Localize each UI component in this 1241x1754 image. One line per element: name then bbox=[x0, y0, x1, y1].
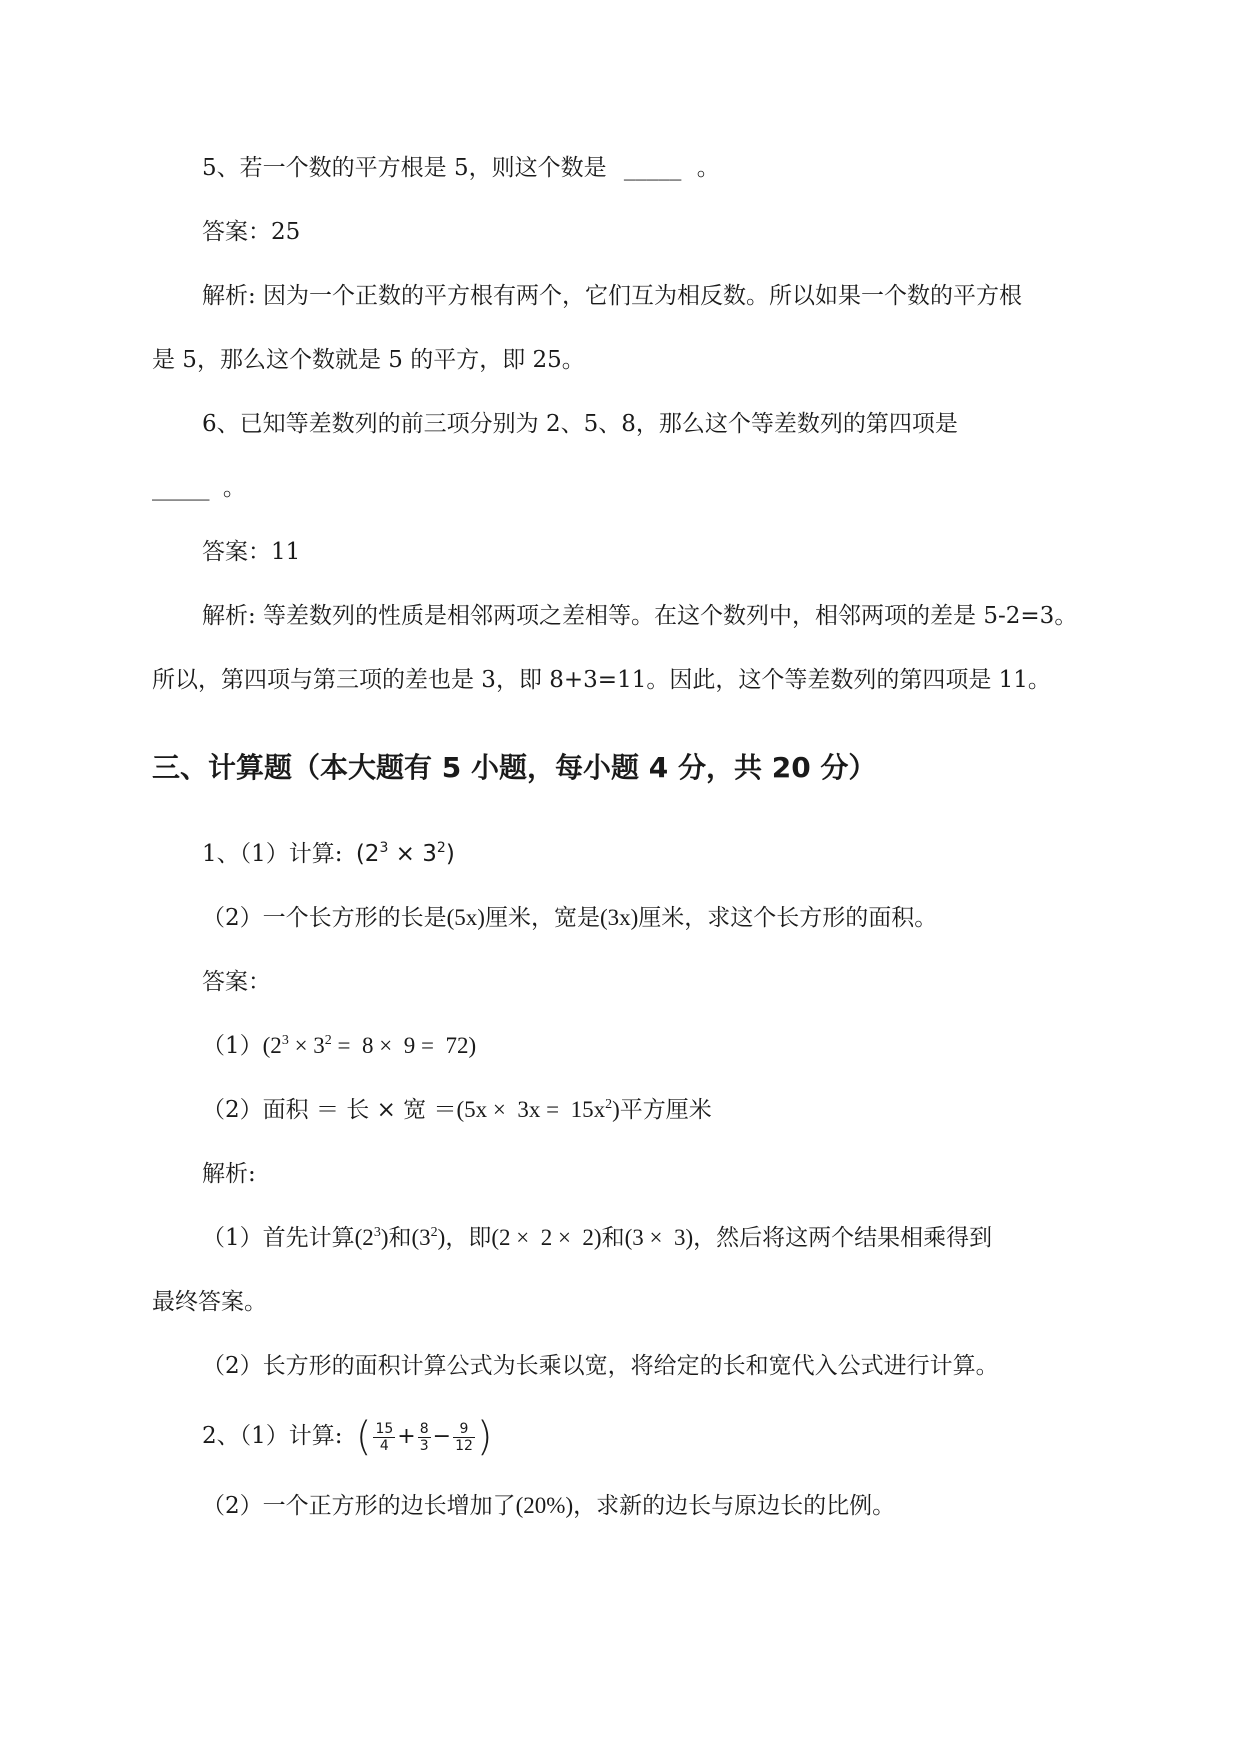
q6-answer: 答案：11 bbox=[202, 539, 301, 565]
q5-analysis-line2: 是 5，那么这个数就是 5 的平方，即 25。 bbox=[152, 347, 585, 373]
q6-question: 6、已知等差数列的前三项分别为 2、5、8，那么这个等差数列的第四项是 bbox=[202, 411, 958, 437]
answer-blank: _____ bbox=[623, 155, 682, 181]
c1-analysis-1: （1）首先计算$(2^3)$和$(3^2)$，即(2 × 2 × 2)和(3 × 3)，然后将这两个结果相乘得到 bbox=[202, 1225, 993, 1251]
q5-answer: 答案：25 bbox=[202, 219, 301, 245]
c1-question-2: （2）一个长方形的长是(5x)厘米，宽是(3x)厘米，求这个长方形的面积。 bbox=[202, 905, 938, 931]
formula: $(3^2)$ bbox=[411, 1225, 446, 1250]
c1-answer-1: $(1)(2^3 \times 3^2 = 8 \times 9 = 72)$ bbox=[202, 1033, 477, 1059]
paren-right: ) bbox=[476, 1414, 493, 1460]
c1-analysis-2: （2）长方形的面积计算公式为长乘以宽，将给定的长和宽代入公式进行计算。 bbox=[202, 1353, 999, 1379]
formula: $(5x \times 3x = 15x^2)$ bbox=[456, 1097, 620, 1122]
fraction: $\frac{8}{3}$ bbox=[419, 1420, 429, 1454]
c1-answer-2: （2）面积 ＝ 长 × 宽 $=(5x \times 3x = 15x^2)$平方厘米 bbox=[202, 1097, 712, 1123]
q5-question: 5、若一个数的平方根是 5，则这个数是 _____ 。 bbox=[202, 152, 720, 184]
formula: $(2^3 \times 3^2)$ bbox=[355, 840, 455, 867]
c1-analysis-1-cont: 最终答案。 bbox=[152, 1289, 267, 1315]
c1-question-1: 1、（1）计算: $(2^3 \times 3^2)$ bbox=[202, 840, 455, 867]
answer-blank: _____ bbox=[152, 475, 210, 501]
c1-analysis-label: 解析: bbox=[202, 1161, 256, 1187]
paren-left: ( bbox=[355, 1414, 372, 1460]
section-heading: 三、计算题（本大题有 5 小题，每小题 4 分，共 20 分） bbox=[152, 751, 877, 784]
q6-analysis-line2: 所以，第四项与第三项的差也是 3，即 8+3=11。因此，这个等差数列的第四项是 11。 bbox=[152, 667, 1051, 693]
formula: $(2^3)$ bbox=[354, 1225, 389, 1250]
fraction: $\frac{9}{12}$ bbox=[455, 1420, 473, 1454]
q6-blank-line: _____ 。 bbox=[152, 472, 246, 504]
c2-question-2: （2）一个正方形的边长增加了(20%)，求新的边长与原边长的比例。 bbox=[202, 1493, 896, 1519]
formula: $(2^3 \times 3^2 = 8 \times 9 = 72)$ bbox=[262, 1033, 477, 1058]
q6-analysis-line1: 解析: 等差数列的性质是相邻两项之差相等。在这个数列中，相邻两项的差是 5-2=3。 bbox=[202, 603, 1078, 629]
fraction-expression: ( $\frac{15}{4}$ + $\frac{8}{3}$ − $\frac{9}{12}$ ) bbox=[355, 1414, 493, 1460]
c2-question-1: 2、（1）计算: ( $\frac{15}{4}$ + $\frac{8}{3}$ − $\frac{9}{12}$ ) bbox=[202, 1414, 493, 1460]
q5-analysis-line1: 解析: 因为一个正数的平方根有两个，它们互为相反数。所以如果一个数的平方根 bbox=[202, 283, 1023, 309]
fraction: $\frac{15}{4}$ bbox=[375, 1420, 394, 1454]
c1-answer-label: 答案： bbox=[202, 969, 271, 995]
